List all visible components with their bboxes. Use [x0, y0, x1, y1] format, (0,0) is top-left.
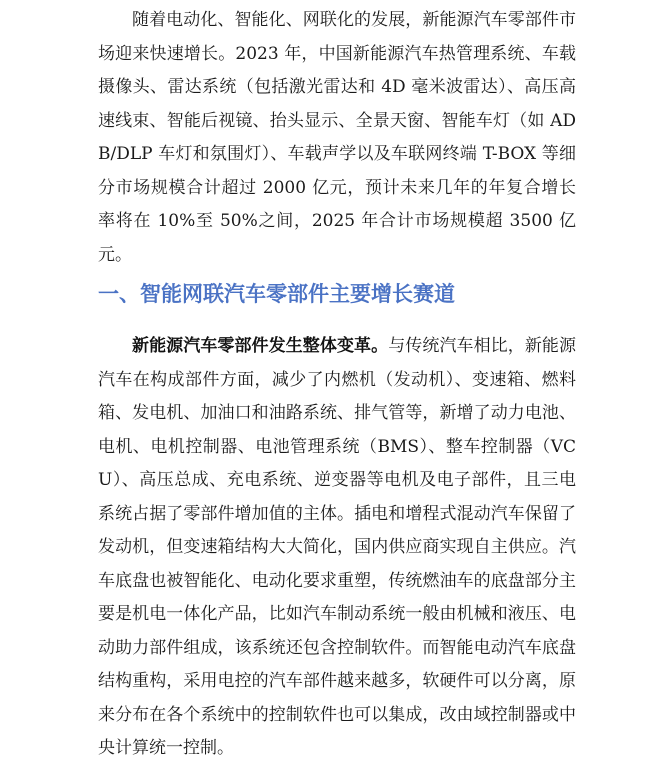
section-paragraph: [98, 330, 576, 766]
intro-paragraph: 随着电动化、智能化、网联化的发展，新能源汽车零部件市场迎来快速增长。2023 年，中国新能源汽车热管理系统、车载摄像头、雷达系统（包括激光雷达和 4D 毫米波雷达）、高压高速线束、智能后视镜、抬头显示、全景天窗、智能车灯（如 ADB/DLP 车灯和氛围灯）、车载声学以及车联网终端 T-BOX 等细分市场规模合计超过 2000 亿元，预计未来几年的年复合增长率将在 10%至 50%之间，2025 年合计市场规模超 3500 亿元。: [98, 10, 576, 265]
section-heading: 一、智能网联汽车零部件主要增长赛道: [98, 282, 455, 306]
section-paragraph-body: 与传统汽车相比，新能源汽车在构成部件方面，减少了内燃机（发动机）、变速箱、燃料箱、发电机、加油口和油路系统、排气管等，新增了动力电池、电机、电机控制器、电池管理系统（BMS）、整车控制器（VCU）、高压总成、充电系统、逆变器等电机及电子部件，且三电系统占据了零部件增加值的主体。插电和增程式混动汽车保留了发动机，但变速箱结构大大简化，国内供应商实现自主供应。汽车底盘也被智能化、电动化要求重塑，传统燃油车的底盘部分主要是机电一体化产品，比如汽车制动系统一般由机械和液压、电动助力部件组成，该系统还包含控制软件。而智能电动汽车底盘结构重构，采用电控的汽车部件越来越多，软硬件可以分离，原来分布在各个系统中的控制软件也可以集成，改由域控制器或中央计算统一控制。: [98, 336, 577, 758]
section-paragraph-lead: 新能源汽车零部件发生整体变革。: [132, 336, 389, 356]
